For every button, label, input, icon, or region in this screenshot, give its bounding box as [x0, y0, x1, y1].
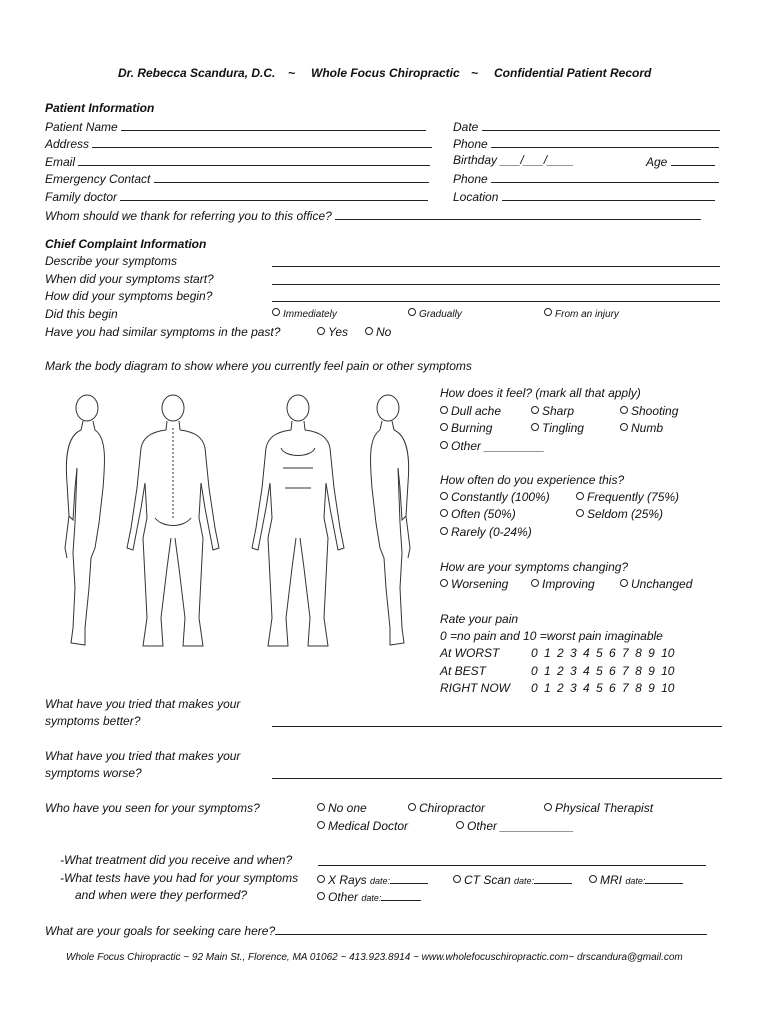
goals-label: What are your goals for seeking care here? — [45, 924, 276, 938]
radio-circle-icon — [620, 579, 628, 587]
location-label: Location — [453, 190, 499, 204]
radio-circle-icon — [531, 423, 539, 431]
option-label: Other ___________ — [467, 819, 574, 833]
radio-circle-icon — [576, 509, 584, 517]
age-label: Age — [646, 155, 668, 169]
radio-circle-icon — [317, 875, 325, 883]
symptoms-begin-input[interactable] — [272, 289, 720, 306]
worse-label-line2: symptoms worse? — [45, 766, 142, 780]
header-separator: ~ — [288, 66, 296, 80]
radio-circle-icon — [317, 892, 325, 900]
radio-circle-icon — [317, 327, 325, 335]
checkbox-no-one[interactable] — [317, 801, 367, 816]
family-doctor-field[interactable] — [45, 188, 428, 205]
option-label: Burning — [451, 421, 493, 435]
family-doctor-label: Family doctor — [45, 190, 118, 204]
changing-question: How are your symptoms changing? — [440, 560, 629, 574]
pain-best-label: At BEST — [440, 664, 487, 678]
option-label: Physical Therapist — [555, 801, 654, 815]
option-label: Unchanged — [631, 577, 693, 591]
radio-circle-icon — [365, 327, 373, 335]
option-label: Worsening — [451, 577, 509, 591]
radio-yes[interactable] — [317, 325, 348, 340]
date-label: date: — [361, 893, 382, 903]
symptoms-start-input[interactable] — [272, 272, 720, 289]
radio-circle-icon — [531, 406, 539, 414]
goals-field[interactable] — [45, 922, 707, 939]
seen-question: Who have you seen for your symptoms? — [45, 801, 260, 815]
option-label: Medical Doctor — [328, 819, 409, 833]
complaint-heading: Chief Complaint Information — [45, 237, 207, 251]
radio-seldom[interactable] — [576, 507, 663, 522]
radio-unchanged[interactable] — [620, 577, 692, 592]
pain-now-label: RIGHT NOW — [440, 681, 510, 695]
option-label: Chiropractor — [419, 801, 486, 815]
phone-label: Phone — [453, 137, 488, 151]
checkbox-physical-therapist[interactable] — [544, 801, 653, 816]
option-label: Rarely (0-24%) — [451, 525, 532, 539]
option-label: Often (50%) — [451, 507, 516, 521]
describe-label: Describe your symptoms — [45, 254, 178, 268]
option-label: Dull ache — [451, 404, 502, 418]
radio-circle-icon — [440, 492, 448, 500]
email-label: Email — [45, 155, 76, 169]
better-label-line2: symptoms better? — [45, 714, 141, 728]
birthday-format: ___/___/____ — [500, 153, 574, 167]
checkbox-medical-doctor[interactable] — [317, 819, 408, 834]
checkbox-numb[interactable] — [620, 421, 663, 436]
phone-field[interactable] — [453, 135, 719, 152]
date-label: date: — [625, 876, 646, 886]
date-label: date: — [370, 876, 391, 886]
radio-improving[interactable] — [531, 577, 595, 592]
practice-name: Whole Focus Chiropractic — [311, 66, 460, 80]
radio-label: Gradually — [419, 309, 462, 320]
radio-label: No — [376, 325, 392, 339]
radio-circle-icon — [317, 821, 325, 829]
option-label: CT Scan — [464, 873, 511, 887]
phone-label-2: Phone — [453, 172, 488, 186]
age-field[interactable] — [646, 153, 715, 170]
location-field[interactable] — [453, 188, 715, 205]
worse-label-line1: What have you tried that makes your — [45, 749, 241, 763]
radio-circle-icon — [440, 423, 448, 431]
address-field[interactable] — [45, 135, 432, 152]
referral-label: Whom should we thank for referring you to this office? — [45, 209, 332, 223]
radio-from-injury[interactable] — [544, 307, 619, 322]
radio-circle-icon — [453, 875, 461, 883]
record-title: Confidential Patient Record — [494, 66, 652, 80]
emergency-contact-field[interactable] — [45, 170, 429, 187]
radio-circle-icon — [440, 441, 448, 449]
date-label: Date — [453, 120, 479, 134]
birthday-field[interactable] — [453, 153, 574, 168]
pain-worst-label: At WORST — [440, 646, 500, 660]
checkbox-dull-ache[interactable] — [440, 404, 501, 419]
radio-circle-icon — [531, 579, 539, 587]
radio-circle-icon — [544, 803, 552, 811]
checkbox-sharp[interactable] — [531, 404, 574, 419]
header-separator: ~ — [471, 66, 479, 80]
radio-constantly[interactable] — [440, 490, 550, 505]
radio-circle-icon — [456, 821, 464, 829]
tests-question: -What tests have you had for your symptoms — [60, 871, 299, 885]
rate-pain-heading: Rate your pain — [440, 612, 519, 626]
body-side-right-icon — [370, 395, 410, 645]
treatment-question: -What treatment did you receive and when? — [60, 853, 293, 867]
checkbox-tingling[interactable] — [531, 421, 584, 436]
symptoms-begin-label: How did your symptoms begin? — [45, 289, 213, 303]
radio-frequently[interactable] — [576, 490, 679, 505]
similar-symptoms-label: Have you had similar symptoms in the past? — [45, 325, 281, 339]
radio-circle-icon — [408, 803, 416, 811]
footer-contact: Whole Focus Chiropractic ~ 92 Main St., Florence, MA 01062 ~ 413.923.8914 ~ www.wholefocuschiropractic.com~ drscandura@gmail.com — [66, 952, 683, 963]
doctor-name: Dr. Rebecca Scandura, D.C. — [118, 66, 276, 80]
radio-circle-icon — [576, 492, 584, 500]
rate-pain-scale: 0 =no pain and 10 =worst pain imaginable — [440, 629, 663, 643]
option-label: No one — [328, 801, 367, 815]
option-label: Numb — [631, 421, 664, 435]
option-label: Seldom (25%) — [587, 507, 664, 521]
option-label: Sharp — [542, 404, 575, 418]
radio-worsening[interactable] — [440, 577, 508, 592]
radio-circle-icon — [272, 308, 280, 316]
treatment-input[interactable] — [318, 853, 706, 870]
option-label: MRI — [600, 873, 622, 887]
checkbox-xrays[interactable] — [317, 871, 428, 889]
checkbox-mri[interactable] — [589, 871, 683, 889]
describe-input[interactable] — [272, 254, 720, 271]
checkbox-other-provider[interactable] — [456, 819, 574, 834]
did-begin-label: Did this begin — [45, 307, 118, 321]
checkbox-other-test[interactable] — [317, 888, 421, 906]
option-label: Other _________ — [451, 439, 545, 453]
feel-question: How does it feel? (mark all that apply) — [440, 386, 641, 400]
phone-field-2[interactable] — [453, 170, 719, 187]
patient-name-label: Patient Name — [45, 120, 118, 134]
radio-circle-icon — [589, 875, 597, 883]
pain-best-scale[interactable]: 0 1 2 3 4 5 6 7 8 9 10 — [531, 664, 675, 678]
body-front-icon — [252, 395, 344, 646]
checkbox-ct-scan[interactable] — [453, 871, 572, 889]
option-label: Tingling — [542, 421, 584, 435]
worse-input[interactable] — [272, 766, 722, 783]
patient-name-field[interactable] — [45, 118, 426, 135]
radio-circle-icon — [408, 308, 416, 316]
radio-rarely[interactable] — [440, 525, 532, 540]
pain-now-scale[interactable]: 0 1 2 3 4 5 6 7 8 9 10 — [531, 681, 675, 695]
radio-circle-icon — [620, 406, 628, 414]
option-label: Shooting — [631, 404, 679, 418]
checkbox-other[interactable] — [440, 439, 544, 454]
date-label: date: — [514, 876, 535, 886]
checkbox-shooting[interactable] — [620, 404, 678, 419]
body-back-icon — [127, 395, 219, 646]
better-input[interactable] — [272, 714, 722, 731]
radio-circle-icon — [440, 509, 448, 517]
radio-circle-icon — [620, 423, 628, 431]
symptoms-start-label: When did your symptoms start? — [45, 272, 214, 286]
diagram-instructions: Mark the body diagram to show where you currently feel pain or other symptoms — [45, 359, 472, 373]
radio-label: Immediately — [283, 309, 337, 320]
radio-gradually[interactable] — [408, 307, 462, 322]
radio-label: From an injury — [555, 309, 619, 320]
radio-circle-icon — [440, 527, 448, 535]
emergency-contact-label: Emergency Contact — [45, 172, 151, 186]
checkbox-burning[interactable] — [440, 421, 492, 436]
email-field[interactable] — [45, 153, 430, 170]
body-diagram[interactable] — [45, 388, 420, 658]
patient-info-heading: Patient Information — [45, 101, 155, 115]
checkbox-chiropractor[interactable] — [408, 801, 485, 816]
pain-worst-scale[interactable]: 0 1 2 3 4 5 6 7 8 9 10 — [531, 646, 675, 660]
option-label: X Rays — [328, 873, 367, 887]
option-label: Constantly (100%) — [451, 490, 550, 504]
radio-often[interactable] — [440, 507, 516, 522]
birthday-label: Birthday — [453, 153, 498, 167]
option-label: Improving — [542, 577, 595, 591]
date-field[interactable] — [453, 118, 720, 135]
better-label-line1: What have you tried that makes your — [45, 697, 241, 711]
radio-circle-icon — [440, 406, 448, 414]
radio-circle-icon — [440, 579, 448, 587]
referral-field[interactable] — [45, 207, 701, 224]
radio-label: Yes — [328, 325, 349, 339]
address-label: Address — [45, 137, 90, 151]
often-question: How often do you experience this? — [440, 473, 625, 487]
radio-circle-icon — [317, 803, 325, 811]
radio-no[interactable] — [365, 325, 391, 340]
option-label: Other — [328, 890, 359, 904]
option-label: Frequently (75%) — [587, 490, 680, 504]
tests-when-question: and when were they performed? — [75, 888, 248, 902]
radio-immediately[interactable] — [272, 307, 337, 322]
body-side-left-icon — [65, 395, 105, 645]
radio-circle-icon — [544, 308, 552, 316]
